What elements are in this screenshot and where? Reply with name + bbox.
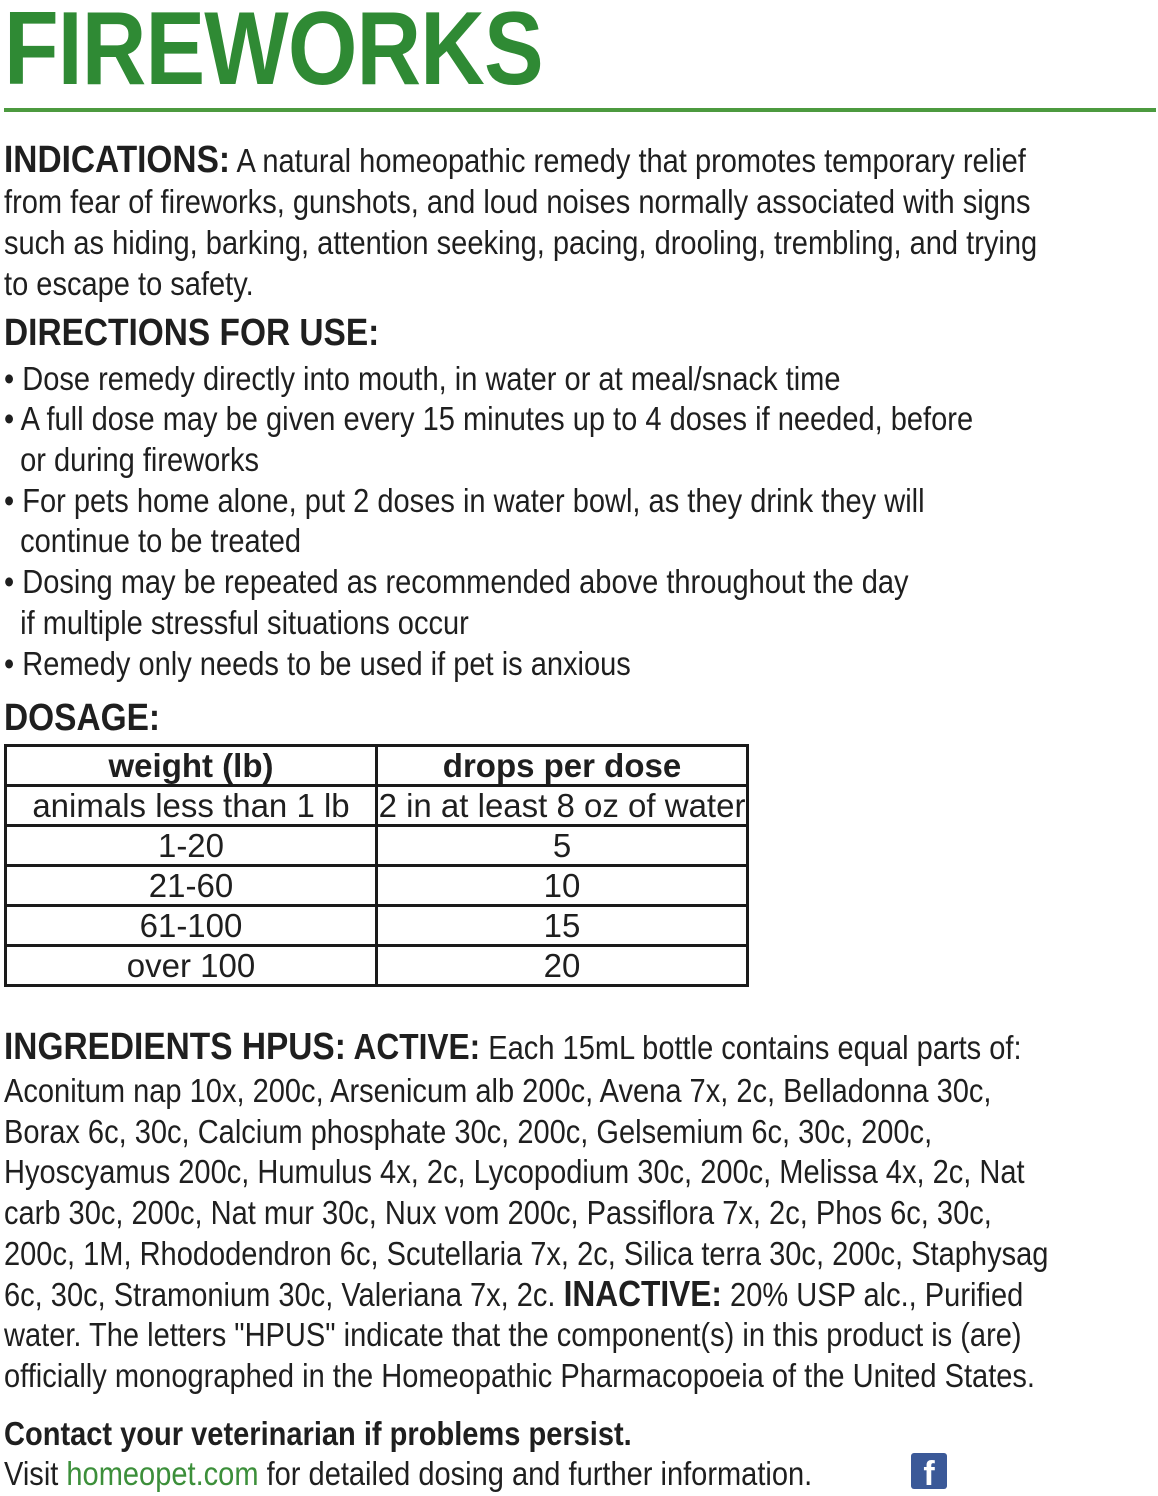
inactive-label: INACTIVE: (563, 1273, 722, 1314)
dosage-heading: DOSAGE: (4, 697, 161, 739)
table-row (6, 906, 748, 946)
ingredients-line-3: Borax 6c, 30c, Calcium phosphate 30c, 200c, Gelsemium 6c, 30c, 200c, (4, 1113, 933, 1150)
cell-weight: 21-60 (6, 866, 377, 906)
directions-heading: DIRECTIONS FOR USE: (4, 312, 380, 354)
cell-weight: 61-100 (6, 906, 377, 946)
ingredients-line-2: Aconitum nap 10x, 200c, Arsenicum alb 200c, Avena 7x, 2c, Belladonna 30c, (4, 1072, 992, 1109)
cell-drops: 5 (377, 826, 748, 866)
ingredients-line-1: INGREDIENTS HPUS: ACTIVE: Each 15mL bottle contains equal parts of: (4, 1026, 1022, 1068)
ingredients-line-6: 200c, 1M, Rhododendron 6c, Scutellaria 7x, 2c, Silica terra 30c, 200c, Staphysag (4, 1235, 1049, 1272)
ingredients-heading: INGREDIENTS HPUS: (4, 1026, 346, 1068)
table-row (6, 826, 748, 866)
vet-warning: Contact your veterinarian if problems persist. (4, 1415, 632, 1452)
ingredients-line-7: 6c, 30c, Stramonium 30c, Valeriana 7x, 2c. INACTIVE: 20% USP alc., Purified (4, 1273, 1024, 1314)
product-title: FIREWORKS (4, 0, 543, 107)
ingredients-line-4: Hyoscyamus 200c, Humulus 4x, 2c, Lycopodium 30c, 200c, Melissa 4x, 2c, Nat (4, 1153, 1025, 1190)
visit-line: Visit homeopet.com for detailed dosing and further information. (4, 1455, 813, 1492)
col-weight: weight (lb) (6, 746, 377, 786)
indications-line-2: from fear of fireworks, gunshots, and loud noises normally associated with signs (4, 183, 1031, 220)
indications-line-4: to escape to safety. (4, 265, 254, 302)
directions-line-5: continue to be treated (4, 522, 302, 559)
indications-line-3: such as hiding, barking, attention seeking, pacing, drooling, trembling, and trying (4, 224, 1038, 261)
table-row (6, 786, 748, 826)
indications-heading: INDICATIONS: (4, 139, 231, 181)
cell-drops: 15 (377, 906, 748, 946)
table-row (6, 866, 748, 906)
dosage-table (4, 744, 749, 987)
cell-weight: over 100 (6, 946, 377, 986)
directions-line-1: • Dose remedy directly into mouth, in water or at meal/snack time (4, 360, 841, 397)
indications-line-1: INDICATIONS: A natural homeopathic remedy that promotes temporary relief (4, 139, 1026, 181)
table-row (6, 946, 748, 986)
cell-drops: 2 in at least 8 oz of water (377, 786, 748, 826)
directions-line-8: • Remedy only needs to be used if pet is anxious (4, 645, 631, 682)
cell-weight: 1-20 (6, 826, 377, 866)
homeopet-link[interactable]: homeopet.com (66, 1455, 259, 1492)
cell-weight: animals less than 1 lb (6, 786, 377, 826)
col-drops: drops per dose (377, 746, 748, 786)
ingredients-line-5: carb 30c, 200c, Nat mur 30c, Nux vom 200c, Passiflora 7x, 2c, Phos 6c, 30c, (4, 1194, 992, 1231)
ingredients-line-8: water. The letters "HPUS" indicate that the component(s) in this product is (are) (4, 1316, 1022, 1353)
facebook-icon[interactable]: f (911, 1453, 947, 1489)
dosage-header-row (6, 746, 748, 786)
ingredients-line-9: officially monographed in the Homeopathic Pharmacopoeia of the United States. (4, 1357, 1036, 1394)
directions-line-7: if multiple stressful situations occur (4, 604, 469, 641)
cell-drops: 20 (377, 946, 748, 986)
active-label: ACTIVE: (345, 1026, 481, 1067)
directions-line-4: • For pets home alone, put 2 doses in water bowl, as they drink they will (4, 482, 925, 519)
directions-line-3: or during fireworks (4, 441, 259, 478)
title-divider (4, 108, 1156, 112)
cell-drops: 10 (377, 866, 748, 906)
directions-line-2: • A full dose may be given every 15 minutes up to 4 doses if needed, before (4, 400, 974, 437)
directions-line-6: • Dosing may be repeated as recommended above throughout the day (4, 563, 909, 600)
